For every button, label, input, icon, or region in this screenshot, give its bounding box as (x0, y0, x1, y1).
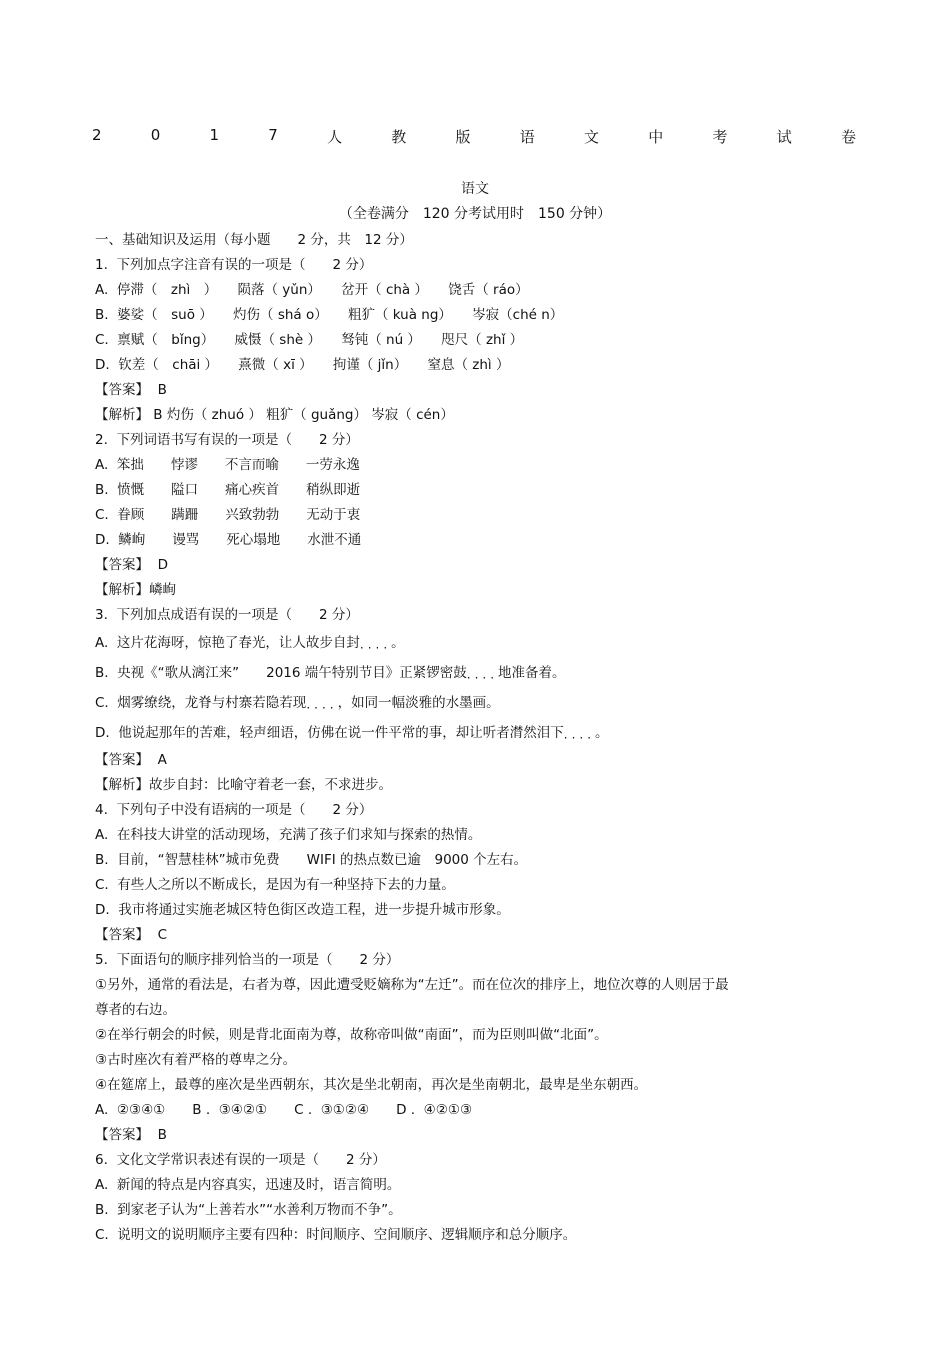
option-text: B. 央视《“歌从漓江来” 2016 端午特别节目》正紧锣密鼓 (95, 665, 467, 681)
title-char: 人 (327, 128, 343, 146)
option-end: 地准备着。 (498, 665, 566, 681)
question-1-analysis: 【解析】 B 灼伤（ zhuó ） 粗犷（ guǎng） 岑寂（ cén） (95, 407, 454, 423)
emphasis-dots: ···· (306, 701, 338, 715)
question-4-answer: 【答案】 C (95, 927, 168, 943)
question-3-option-b (95, 658, 785, 688)
question-5-sentence-4: ④在筵席上，最尊的座次是坐西朝东，其次是坐北朝南，再次是坐南朝北，最卑是坐东朝西。 (95, 1077, 648, 1093)
question-2-option-d: D. 鳞峋 谩骂 死心塌地 水泄不通 (95, 532, 362, 548)
question-3-answer: 【答案】 A (95, 752, 167, 768)
subject-heading: 语文 (461, 181, 489, 197)
title-char: 0 (150, 126, 161, 144)
option-text: A. 这片花海呀，惊艳了春光，让人故步自封 (95, 635, 360, 651)
document-title (92, 126, 856, 147)
question-5-stem: 5. 下面语句的顺序排列恰当的一项是（ 2 分） (95, 952, 400, 968)
question-5-options: A. ②③④① B . ③④②① C . ③①②④ D . ④②①③ (95, 1102, 473, 1118)
title-char: 试 (776, 128, 792, 146)
question-3-option-c (95, 688, 785, 718)
option-text: C. 烟雾缭绕，龙脊与村寨若隐若现 (95, 695, 307, 711)
question-5-sentence-1-cont: 尊者的右边。 (95, 1002, 176, 1018)
exam-note: （全卷满分 120 分考试用时 150 分钟） (338, 206, 612, 222)
question-4-option-d: D. 我市将通过实施老城区特色街区改造工程，进一步提升城市形象。 (95, 902, 510, 918)
title-char: 教 (391, 128, 407, 146)
question-1-stem: 1. 下列加点字注音有误的一项是（ 2 分） (95, 257, 373, 273)
question-4-option-a: A. 在科技大讲堂的活动现场，充满了孩子们求知与探索的热情。 (95, 827, 482, 843)
title-char: 1 (209, 126, 220, 144)
emphasis-dots: ···· (466, 671, 499, 685)
emphasis-dots: ···· (563, 731, 596, 745)
question-4-stem: 4. 下列句子中没有语病的一项是（ 2 分） (95, 802, 373, 818)
question-1-answer: 【答案】 B (95, 382, 167, 398)
question-4-option-b: B. 目前，“智慧桂林”城市免费 WIFI 的热点数已逾 9000 个左右。 (95, 852, 528, 868)
question-1-option-c: C. 禀赋（ bǐng） 威慑（ shè ） 驽钝（ nú ） 咫尺（ zhǐ ） (95, 332, 524, 348)
exam-content (95, 228, 785, 1248)
question-3-analysis: 【解析】故步自封：比喻守着老一套，不求进步。 (95, 777, 392, 793)
question-2-option-a: A. 笨拙 悖谬 不言而喻 一劳永逸 (95, 457, 360, 473)
question-1-option-b: B. 婆娑（ suō ） 灼伤（ shá o） 粗犷（ kuà ng） 岑寂（ché n） (95, 307, 564, 323)
question-5-sentence-2: ②在举行朝会的时候，则是背北面南为尊，故称帝叫做“南面”，而为臣则叫做“北面”。 (95, 1027, 608, 1043)
title-char: 中 (648, 128, 664, 146)
question-6-option-a: A. 新闻的特点是内容真实，迅速及时，语言简明。 (95, 1177, 401, 1193)
title-char: 语 (519, 128, 535, 146)
question-1-option-a: A. 停滞（ zhì ） 陨落（ yǔn） 岔开（ chà ） 饶舌（ ráo） (95, 282, 529, 298)
question-2-option-b: B. 愤慨 隘口 痛心疾首 稍纵即逝 (95, 482, 361, 498)
emphasis-dots: ···· (359, 641, 392, 655)
question-1-option-d: D. 钦差（ chāi ） 熹微（ xī ） 拘谨（ jǐn） 窒息（ zhì ） (95, 357, 510, 373)
question-2-analysis: 【解析】嶙峋 (95, 582, 176, 598)
question-2-stem: 2. 下列词语书写有误的一项是（ 2 分） (95, 432, 359, 448)
question-2-option-c: C. 眷顾 蹒跚 兴致勃勃 无动于衷 (95, 507, 361, 523)
question-3-stem: 3. 下列加点成语有误的一项是（ 2 分） (95, 607, 359, 623)
section-heading: 一、基础知识及运用（每小题 2 分，共 12 分） (95, 232, 413, 248)
title-char: 考 (712, 128, 728, 146)
question-4-option-c: C. 有些人之所以不断成长，是因为有一种坚持下去的力量。 (95, 877, 455, 893)
question-6-stem: 6. 文化文学常识表述有误的一项是（ 2 分） (95, 1152, 386, 1168)
question-2-answer: 【答案】 D (95, 557, 168, 573)
question-5-sentence-3: ③古时座次有着严格的尊卑之分。 (95, 1052, 297, 1068)
question-6-option-c: C. 说明文的说明顺序主要有四种：时间顺序、空间顺序、逻辑顺序和总分顺序。 (95, 1227, 577, 1243)
question-6-option-b: B. 到家老子认为“上善若水”“水善利万物而不争”。 (95, 1202, 402, 1218)
title-char: 7 (268, 126, 278, 144)
question-3-option-d (95, 718, 785, 748)
question-5-sentence-1: ①另外，通常的看法是，右者为尊，因此遭受贬嫡称为“左迁”。而在位次的排序上，地位次尊的人则居于最 (95, 977, 729, 993)
option-end: 。 (391, 635, 405, 651)
title-char: 2 (92, 126, 102, 144)
title-char: 版 (455, 128, 471, 146)
question-5-answer: 【答案】 B (95, 1127, 167, 1143)
option-end: 。 (595, 725, 609, 741)
option-end: ，如同一幅淡雅的水墨画。 (337, 695, 500, 711)
title-char: 文 (584, 128, 600, 146)
title-char: 卷 (840, 128, 856, 146)
option-text: D. 他说起那年的苦难，轻声细语，仿佛在说一件平常的事，却让听者潸然泪下 (95, 725, 564, 741)
question-3-option-a (95, 628, 785, 658)
